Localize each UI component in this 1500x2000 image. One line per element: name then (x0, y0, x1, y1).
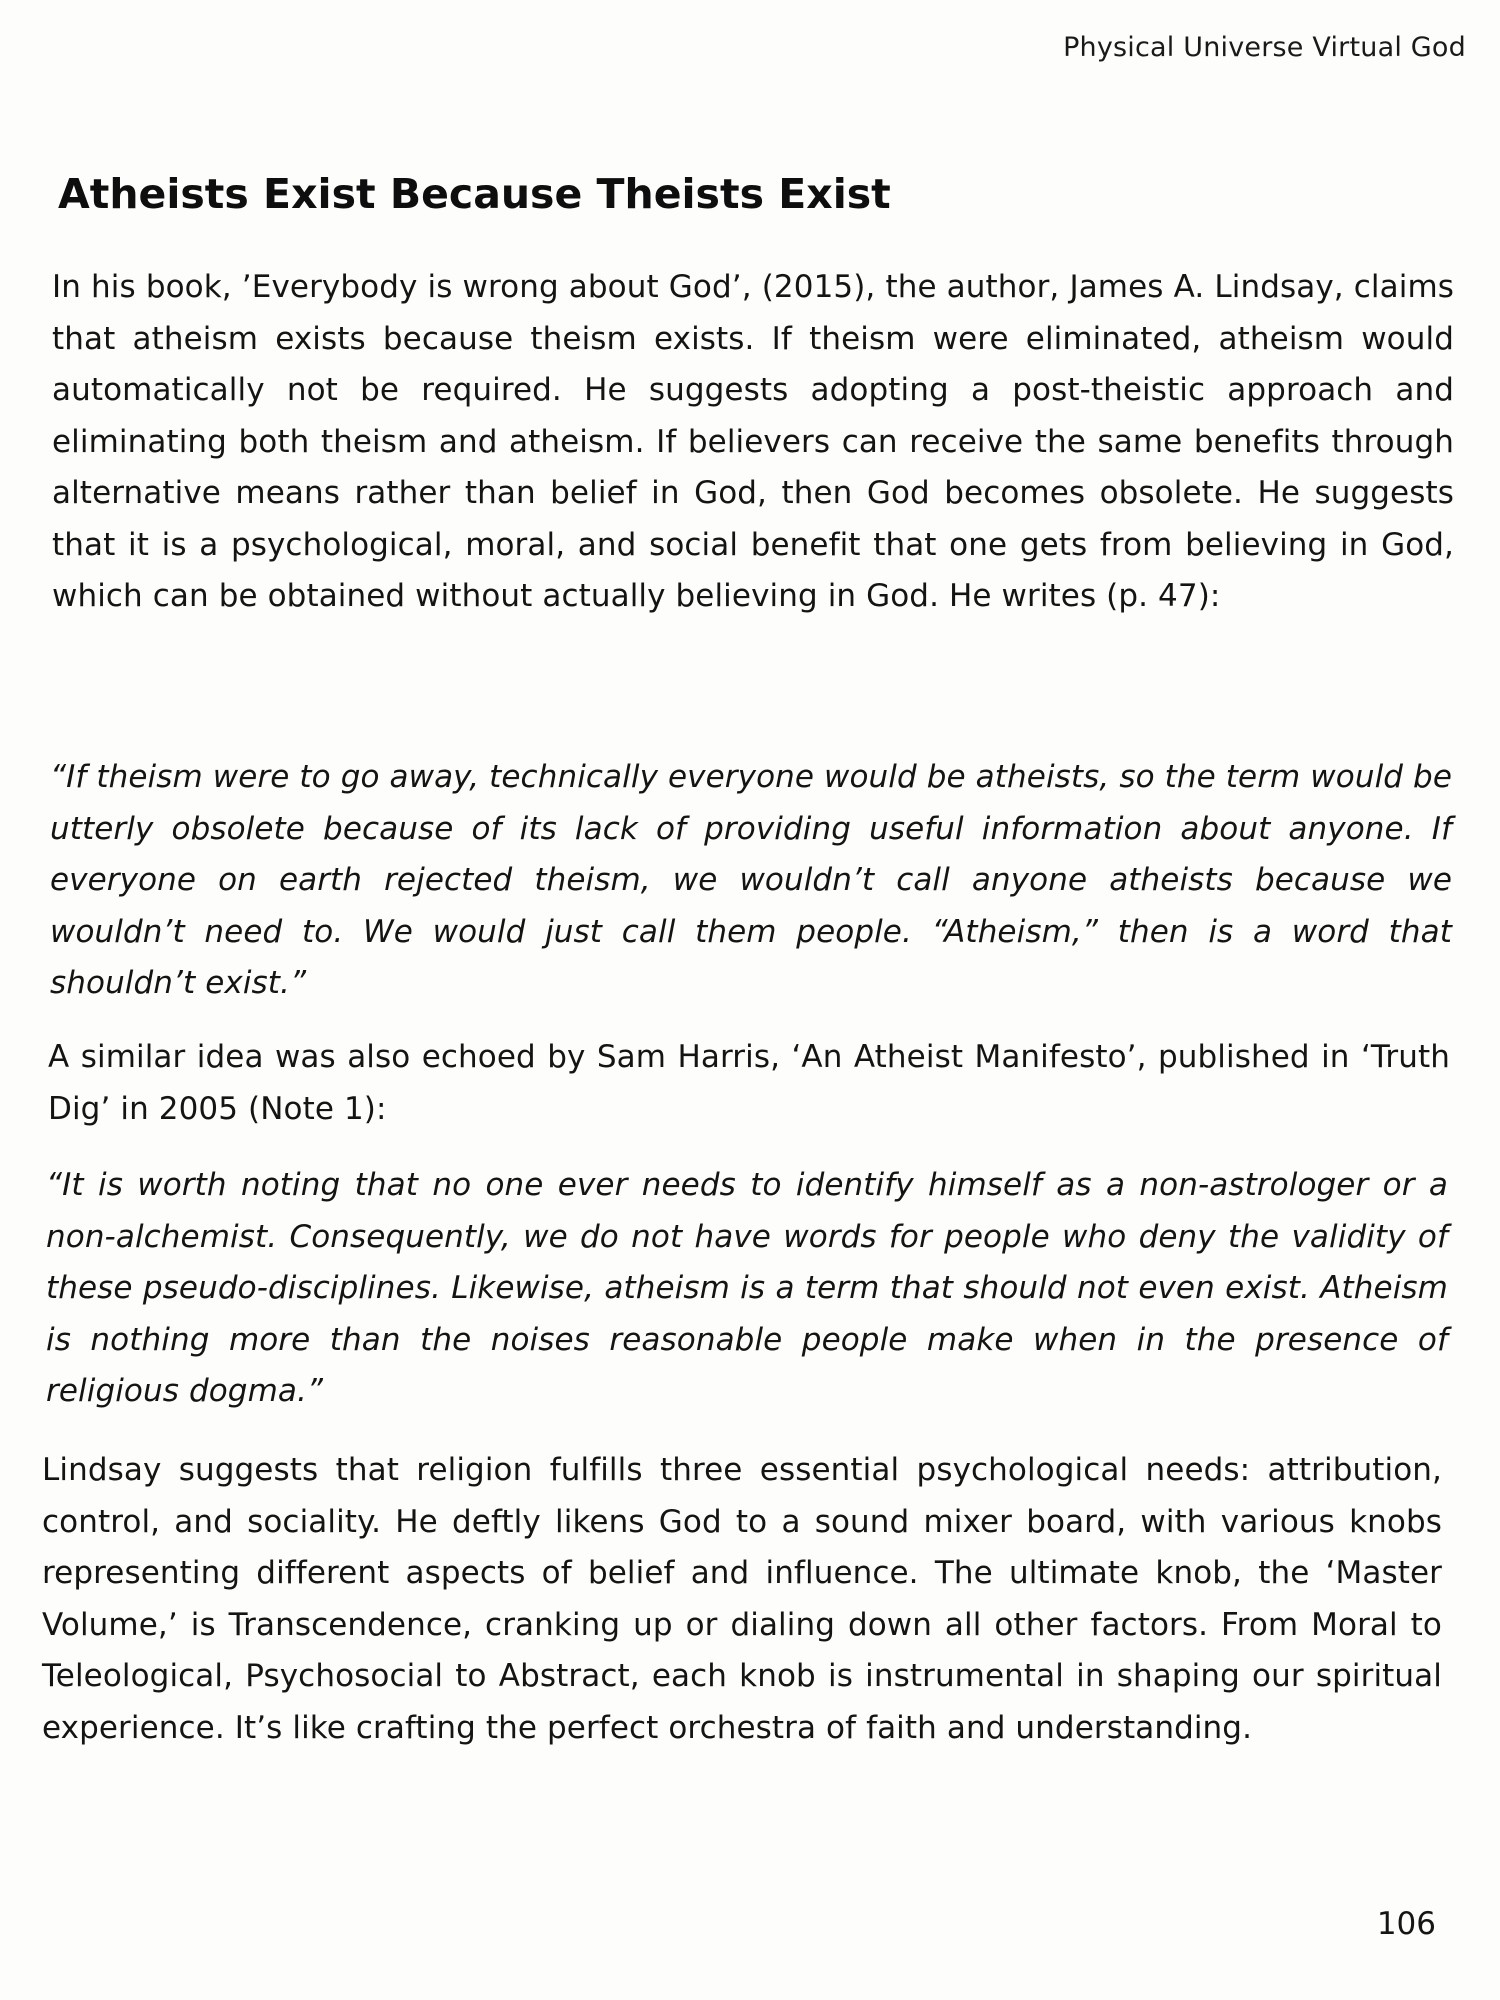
section-title: Atheists Exist Because Theists Exist (58, 170, 891, 218)
paragraph-lindsay-intro: In his book, ’Everybody is wrong about God’, (2015), the author, James A. Lindsay, claims that atheism exists because theism exists. If theism were eliminated, atheism would automatically not be required. He suggests adopting a post-theistic approach and eliminating both theism and atheism. If believers can receive the same benefits through alternative means rather than belief in God, then God becomes obsolete. He suggests that it is a psychological, moral, and social benefit that one gets from believing in God, which can be obtained without actually believing in God. He writes (p. 47): (52, 269, 1454, 614)
quote-harris: “It is worth noting that no one ever needs to identify himself as a non-astrologer or a non-alchemist. Consequently, we do not have words for people who deny the validity of these pseudo-disciplines. Likewise, atheism is a term that should not even exist. Atheism is nothing more than the noises reasonable people make when in the presence of religious dogma.” (46, 1167, 1448, 1409)
paragraph-mixer-analogy: Lindsay suggests that religion fulfills three essential psychological needs: attribution, control, and sociality. He deftly likens God to a sound mixer board, with various knobs representing different aspects of belief and influence. The ultimate knob, the ‘Master Volume,’ is Transcendence, cranking up or dialing down all other factors. From Moral to Teleological, Psychosocial to Abstract, each knob is instrumental in shaping our spiritual experience. It’s like crafting the perfect orchestra of faith and understanding. (42, 1452, 1442, 1746)
quote-lindsay: “If theism were to go away, technically everyone would be atheists, so the term would be utterly obsolete because of its lack of providing useful information about anyone. If everyone on earth rejected theism, we wouldn’t call anyone atheists because we wouldn’t need to. We would just call them people. “Atheism,” then is a word that shouldn’t exist.” (50, 759, 1452, 1001)
page-number: 106 (1376, 1906, 1436, 1942)
running-header: Physical Universe Virtual God (1063, 32, 1466, 63)
paragraph-harris-intro: A similar idea was also echoed by Sam Harris, ‘An Atheist Manifesto’, published in ‘Truth Dig’ in 2005 (Note 1): (48, 1039, 1450, 1127)
